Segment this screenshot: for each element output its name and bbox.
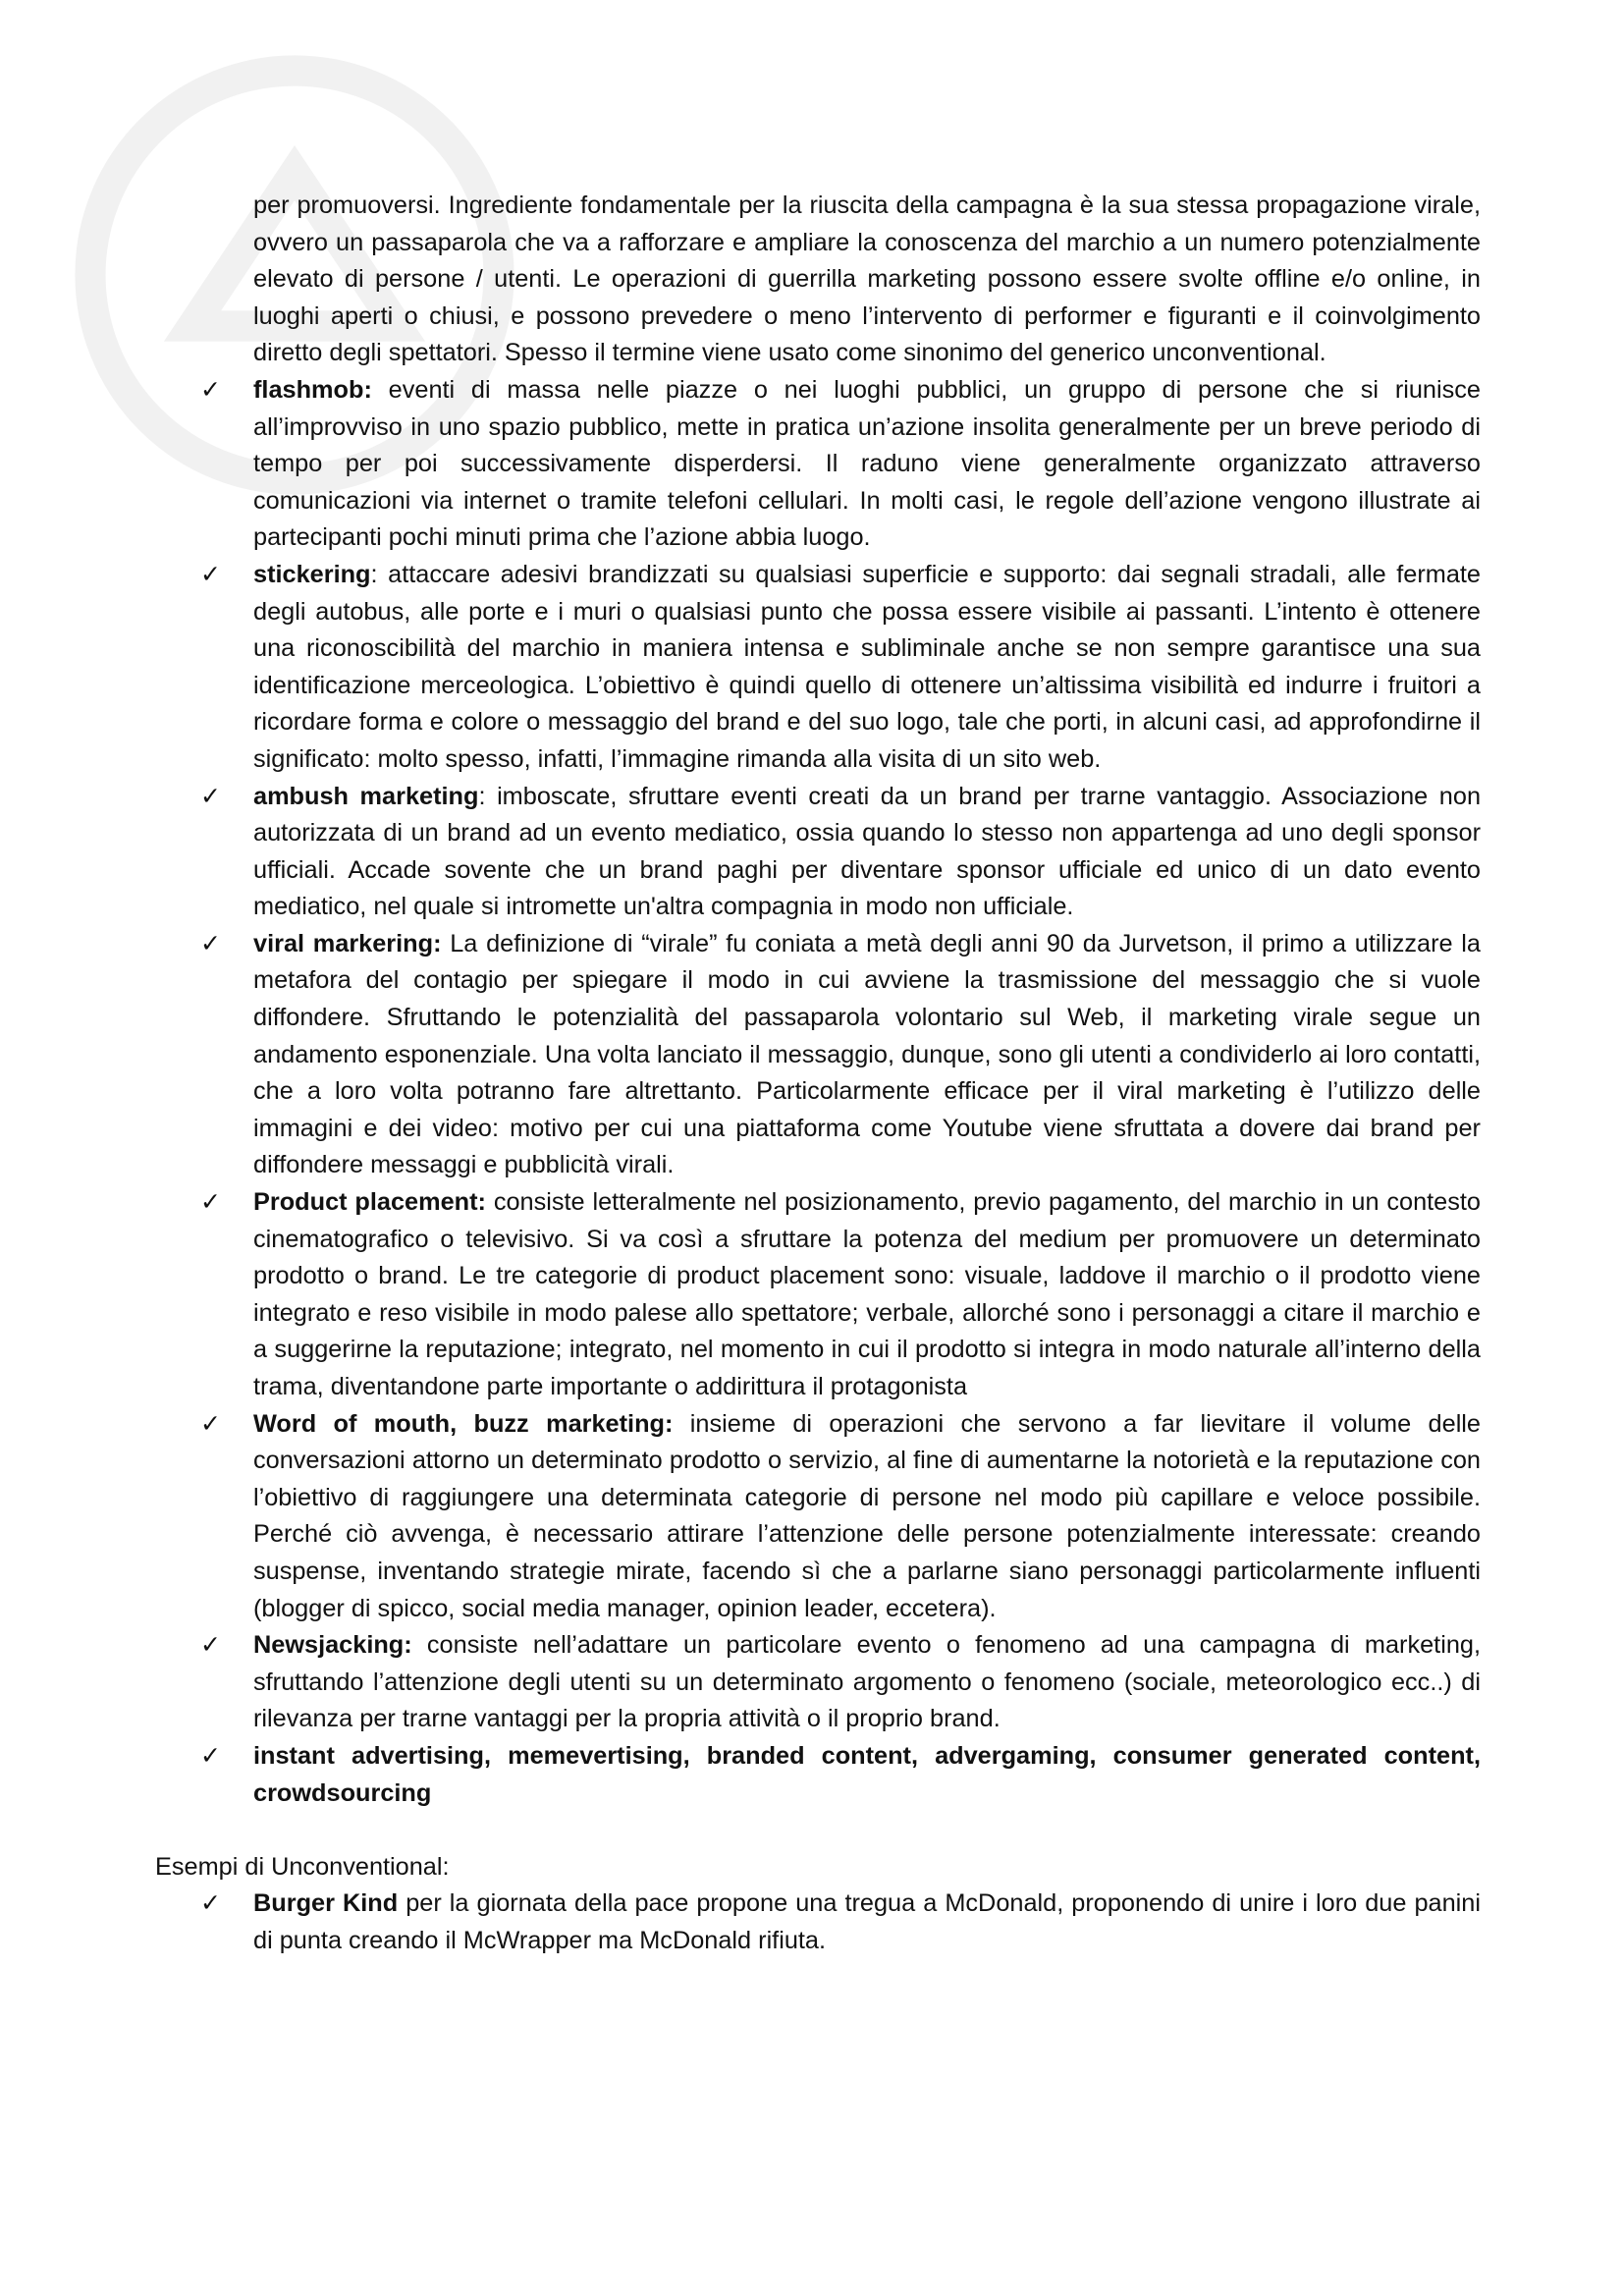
list-item [200, 372, 1481, 557]
item-term: Product placement: [253, 1188, 486, 1217]
list-item [200, 926, 1481, 1184]
list-item [200, 1184, 1481, 1406]
item-term: ambush marketing [253, 782, 479, 810]
item-text: consiste nell’adattare un particolare evento o fenomeno ad una campagna di marketing, sfruttando l’attenzione degli utenti su un determinato argomento o fenomeno (sociale, meteorologico ecc..) di rilevanza per trarne vantaggi per la propria attività o il proprio brand. [253, 1631, 1481, 1733]
list-item [200, 1627, 1481, 1738]
checkmark-icon: ✓ [200, 929, 221, 957]
item-text: : imboscate, sfruttare eventi creati da un brand per trarne vantaggio. Associazione non autorizzata di un brand ad un evento mediatico, ossia quando lo stesso non appartenga ad uno degli sponsor ufficiali. Accade sovente che un brand paghi per diventare sponsor ufficiale ed unico di un dato evento mediatico, nel quale si intromette un'altra compagnia in modo non ufficiale. [253, 782, 1482, 921]
list-item [200, 557, 1481, 779]
item-term: Word of mouth, buzz marketing: [253, 1409, 674, 1438]
checkmark-icon: ✓ [200, 560, 221, 588]
examples-list [200, 1886, 1481, 1959]
item-text: insieme di operazioni che servono a far lievitare il volume delle conversazioni attorno un determinato prodotto o servizio, al fine di aumentarne la notorietà e la reputazione con l’obiettivo di raggiungere una determinata categorie di persone nel modo più capillare e veloce possibile. Perché ciò avvenga, è necessario attirare l’attenzione delle persone potenzialmente interessate: creando suspense, inventando strategie mirate, facendo sì che a parlarne siano personaggi particolarmente influenti (blogger di spicco, social media manager, opinion leader, eccetera). [253, 1409, 1482, 1622]
item-term: Burger Kind [253, 1889, 399, 1918]
item-text: : attaccare adesivi brandizzati su qualsiasi superficie e supporto: dai segnali stradali, alle fermate degli autobus, alle porte e i muri o qualsiasi punto che possa essere visibile ai passanti. L’intento è ottenere una riconoscibilità del marchio in maniera intensa e subliminale anche se non sempre garantisce una sua identificazione merceologica. L’obiettivo è quindi quello di ottenere un’altissima visibilità ed indurre i fruitori a ricordare forma e colore o messaggio del brand e del suo logo, tale che porti, in alcuni casi, ad approfondirne il significato: molto spesso, infatti, l’immagine rimanda alla visita di un sito web. [253, 560, 1481, 773]
item-text: per la giornata della pace propone una tregua a McDonald, proponendo di unire i loro due panini di punta creando il McWrapper ma McDonald rifiuta. [253, 1889, 1481, 1954]
checkmark-icon: ✓ [200, 1409, 221, 1438]
checkmark-icon: ✓ [200, 1188, 221, 1217]
item-term: stickering [253, 560, 371, 588]
list-item [200, 779, 1482, 926]
list-item [200, 1738, 1481, 1812]
item-term: Newsjacking: [253, 1631, 412, 1660]
checkmark-icon: ✓ [200, 1889, 221, 1918]
item-text: consiste letteralmente nel posizionamento, previo pagamento, del marchio in un contesto cinematografico o televisivo. Si va così a sfruttare la potenza del medium per promuovere un determinato prodotto o brand. Le tre categorie di product placement sono: visuale, laddove il marchio o il prodotto viene integrato e reso visibile in modo palese allo spettatore; verbale, allorché sono i personaggi a citare il marchio e a suggerirne la reputazione; integrato, nel momento in cui il prodotto si integra in modo naturale all’interno della trama, diventandone parte importante o addirittura il protagonista [253, 1188, 1481, 1400]
item-term: flashmob: [253, 375, 372, 404]
item-term: viral markering: [253, 929, 442, 957]
intro-paragraph: per promuoversi. Ingrediente fondamentale per la riuscita della campagna è la sua stessa propagazione virale, ovvero un passaparola che va a rafforzare e ampliare la conoscenza del marchio a un numero potenzialmente elevato di persone / utenti. Le operazioni di guerrilla marketing possono essere svolte offline e/o online, in luoghi aperti o chiusi, e possono prevedere o meno l’intervento di performer e figuranti e il coinvolgimento diretto degli spettatori. Spesso il termine viene usato come sinonimo del generico unconventional. [253, 191, 1481, 367]
checkmark-icon: ✓ [200, 1741, 221, 1770]
list-item [200, 1406, 1482, 1628]
item-text: eventi di massa nelle piazze o nei luoghi pubblici, un gruppo di persone che si riunisce all’improvviso in uno spazio pubblico, mette in pratica un’azione insolita generalmente per un breve periodo di tempo per poi successivamente disperdersi. Il raduno viene generalmente organizzato attraverso comunicazioni via internet o tramite telefoni cellulari. In molti casi, le regole dell’azione vengono illustrate ai partecipanti pochi minuti prima che l’azione abbia luogo. [253, 375, 1481, 552]
checkmark-icon: ✓ [200, 375, 221, 404]
checkmark-icon: ✓ [200, 1631, 221, 1660]
list-item [200, 1886, 1481, 1959]
item-term: instant advertising, memevertising, branded content, advergaming, consumer generated content, crowdsourcing [253, 1741, 1481, 1807]
checkmark-icon: ✓ [200, 782, 221, 810]
examples-heading: Esempi di Unconventional: [155, 1852, 450, 1881]
document-body [155, 188, 1482, 1960]
item-text: La definizione di “virale” fu coniata a metà degli anni 90 da Jurvetson, il primo a utilizzare la metafora del contagio per spiegare il modo in cui avviene la trasmissione del messaggio che si vuole diffondere. Sfruttando le potenzialità del passaparola volontario sul Web, il marketing virale segue un andamento esponenziale. Una volta lanciato il messaggio, dunque, sono gli utenti a condividerlo ai loro contatti, che a loro volta potranno fare altrettanto. Particolarmente efficace per il viral marketing è l’utilizzo delle immagini e dei video: motivo per cui una piattaforma come Youtube viene sfruttata a dovere dai brand per diffondere messaggi e pubblicità virali. [253, 929, 1481, 1179]
techniques-list [200, 372, 1482, 1812]
